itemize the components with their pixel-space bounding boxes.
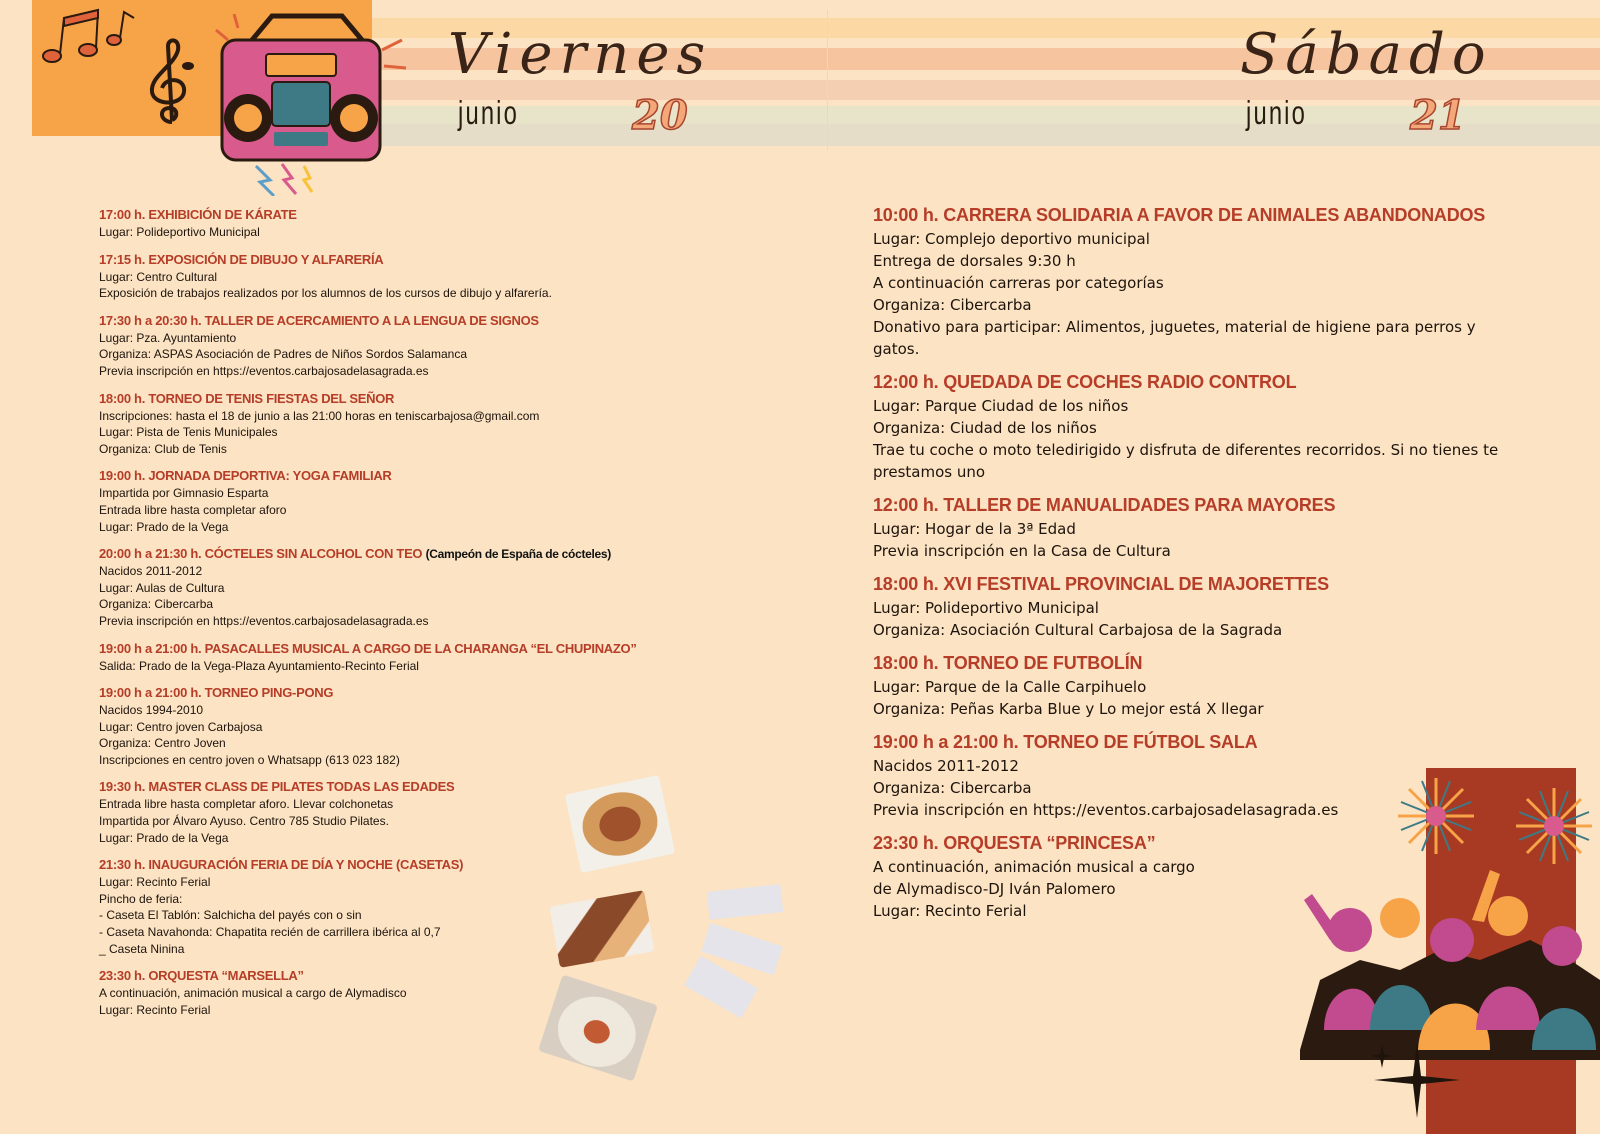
event-item	[99, 640, 699, 675]
dancing-crowd-illustration	[1300, 860, 1600, 1060]
event-detail: Lugar: Recinto Ferial	[99, 1002, 211, 1017]
event-detail: Lugar: Hogar de la 3ª Edad	[873, 520, 1076, 538]
napkin	[707, 884, 784, 920]
event-detail: Lugar: Parque de la Calle Carpihuelo	[873, 678, 1147, 696]
event-title-text: 12:00 h. TALLER DE MANUALIDADES PARA MAYORES	[873, 495, 1336, 515]
event-detail: Organiza: Asociación Cultural Carbajosa de la Sagrada	[873, 621, 1283, 639]
event-title-text: 19:30 h. MASTER CLASS DE PILATES TODAS LAS EDADES	[99, 779, 455, 795]
event-detail: Organiza: Centro Joven	[99, 736, 226, 751]
saturday-day-title: Sábado	[1240, 22, 1493, 87]
event-detail: Organiza: Cibercarba	[873, 779, 1032, 797]
event-title	[873, 202, 1513, 228]
event-title	[99, 467, 699, 485]
sparkle-star-icon	[1372, 1040, 1462, 1120]
event-detail: - Caseta Navahonda: Chapatita recién de carrillera ibérica al 0,7	[99, 925, 441, 940]
event-item	[873, 650, 1513, 720]
event-detail: Organiza: Club de Tenis	[99, 441, 227, 456]
event-detail: Lugar: Pista de Tenis Municipales	[99, 425, 278, 440]
event-detail: Entrega de dorsales 9:30 h	[873, 252, 1076, 270]
friday-month: junio	[458, 94, 520, 131]
event-title	[873, 369, 1513, 395]
event-detail: Impartida por Gimnasio Esparta	[99, 486, 269, 501]
event-detail: Impartida por Álvaro Ayuso. Centro 785 Studio Pilates.	[99, 814, 389, 829]
event-detail: Inscripciones en centro joven o Whatsapp (613 023 182)	[99, 752, 400, 767]
event-title-text: 17:00 h. EXHIBICIÓN DE KÁRATE	[99, 207, 297, 222]
event-title	[99, 206, 699, 224]
event-title-text: 17:15 h. EXPOSICIÓN DE DIBUJO Y ALFARERÍA	[99, 251, 384, 267]
event-item	[873, 571, 1513, 641]
event-detail: Lugar: Aulas de Cultura	[99, 580, 225, 595]
event-title	[873, 729, 1513, 755]
event-title-text: 19:00 h a 21:00 h. PASACALLES MUSICAL A CARGO DE LA CHARANGA “EL CHUPINAZO”	[99, 640, 637, 656]
event-detail: Lugar: Prado de la Vega	[99, 519, 229, 534]
event-detail: Lugar: Parque Ciudad de los niños	[873, 397, 1129, 415]
firework-icon	[1394, 774, 1478, 858]
event-item	[99, 684, 699, 768]
friday-day-number: 20	[632, 92, 688, 139]
event-title-text: 19:00 h a 21:00 h. TORNEO DE FÚTBOL SALA	[873, 732, 1258, 752]
firework-icon	[1512, 784, 1596, 868]
event-item	[873, 369, 1513, 483]
event-title-text: 17:30 h a 20:30 h. TALLER DE ACERCAMIENTO A LA LENGUA DE SIGNOS	[99, 312, 539, 328]
event-detail: Previa inscripción en https://eventos.carbajosadelasagrada.es	[99, 363, 429, 378]
event-detail: Nacidos 2011-2012	[99, 564, 203, 579]
event-title-text: 23:30 h. ORQUESTA “PRINCESA”	[873, 833, 1156, 853]
event-detail: Previa inscripción en https://eventos.carbajosadelasagrada.es	[99, 613, 429, 628]
event-detail: Entrada libre hasta completar aforo. Llevar colchonetas	[99, 797, 394, 812]
event-detail: Organiza: ASPAS Asociación de Padres de Niños Sordos Salamanca	[99, 347, 467, 362]
event-title	[99, 967, 699, 985]
event-title-text: 12:00 h. QUEDADA DE COCHES RADIO CONTROL	[873, 372, 1297, 392]
event-item	[873, 492, 1513, 562]
saturday-day-number: 21	[1410, 92, 1466, 139]
event-detail: Nacidos 2011-2012	[873, 757, 1019, 775]
event-title	[99, 390, 699, 408]
event-item	[99, 206, 699, 241]
event-title	[99, 640, 699, 658]
event-detail: _ Caseta Ninina	[99, 941, 185, 956]
event-detail: Organiza: Cibercarba	[873, 296, 1032, 314]
event-title	[99, 251, 699, 269]
event-detail: Donativo para participar: Alimentos, juguetes, material de higiene para perros y gatos.	[873, 318, 1476, 358]
event-detail: Pincho de feria:	[99, 891, 183, 906]
friday-day-title: Viernes	[448, 22, 713, 87]
event-detail: Lugar: Centro joven Carbajosa	[99, 719, 263, 734]
event-detail: Trae tu coche o moto teledirigido y disfruta de diferentes recorridos. Si no tienes te prestamos uno	[873, 441, 1499, 481]
event-detail: Inscripciones: hasta el 18 de junio a las 21:00 horas en teniscarbajosa@gmail.com	[99, 408, 540, 423]
event-detail: Organiza: Ciudad de los niños	[873, 419, 1097, 437]
event-detail: Previa inscripción en https://eventos.carbajosadelasagrada.es	[873, 801, 1339, 819]
event-detail: Lugar: Recinto Ferial	[873, 902, 1027, 920]
event-title-text: 20:00 h a 21:30 h. CÓCTELES SIN ALCOHOL CON TEO	[99, 546, 423, 562]
event-title-text: 18:00 h. TORNEO DE FUTBOLÍN	[873, 653, 1143, 673]
event-title	[99, 312, 699, 330]
event-detail: Lugar: Pza. Ayuntamiento	[99, 330, 237, 345]
event-detail: Exposición de trabajos realizados por los alumnos de los cursos de dibujo y alfarería.	[99, 286, 552, 301]
event-title	[873, 492, 1513, 518]
event-item	[873, 202, 1513, 360]
event-item	[99, 545, 699, 629]
event-detail: Organiza: Peñas Karba Blue y Lo mejor está X llegar	[873, 700, 1264, 718]
event-title-text: 19:00 h. JORNADA DEPORTIVA: YOGA FAMILIAR	[99, 468, 392, 484]
saturday-month: junio	[1246, 94, 1308, 131]
event-detail: Lugar: Centro Cultural	[99, 269, 218, 284]
event-item	[99, 390, 699, 458]
event-title-text: 10:00 h. CARRERA SOLIDARIA A FAVOR DE ANIMALES ABANDONADOS	[873, 205, 1486, 225]
treble-clef-icon	[142, 36, 200, 128]
event-title-text: 18:00 h. XVI FESTIVAL PROVINCIAL DE MAJORETTES	[873, 574, 1329, 594]
event-title	[873, 571, 1513, 597]
event-detail: Lugar: Polideportivo Municipal	[873, 599, 1099, 617]
event-detail: Lugar: Prado de la Vega	[99, 830, 229, 845]
page-fold	[827, 10, 828, 150]
event-detail: Entrada libre hasta completar aforo	[99, 502, 287, 517]
event-detail: Previa inscripción en la Casa de Cultura	[873, 542, 1171, 560]
event-detail: - Caseta El Tablón: Salchicha del payés con o sin	[99, 908, 362, 923]
boombox-icon	[212, 10, 408, 196]
event-detail: Nacidos 1994-2010	[99, 703, 204, 718]
event-detail: A continuación, animación musical a cargo de Alymadisco	[99, 986, 407, 1001]
event-detail: A continuación carreras por categorías	[873, 274, 1164, 292]
event-title-text: 21:30 h. INAUGURACIÓN FERIA DE DÍA Y NOCHE (CASETAS)	[99, 857, 464, 873]
event-detail: A continuación, animación musical a cargo	[873, 858, 1195, 876]
event-title-text: 19:00 h a 21:00 h. TORNEO PING-PONG	[99, 685, 334, 701]
event-title-text: 23:30 h. ORQUESTA “MARSELLA”	[99, 968, 304, 984]
event-title-text: 18:00 h. TORNEO DE TENIS FIESTAS DEL SEÑOR	[99, 390, 395, 406]
event-title-note: (Campeón de España de cócteles)	[425, 547, 611, 562]
event-item	[99, 251, 699, 302]
event-item	[99, 467, 699, 535]
event-title	[873, 650, 1513, 676]
event-detail: Lugar: Complejo deportivo municipal	[873, 230, 1150, 248]
event-detail: Lugar: Recinto Ferial	[99, 875, 211, 890]
event-detail: Lugar: Polideportivo Municipal	[99, 225, 260, 239]
event-title	[99, 684, 699, 702]
event-detail: Organiza: Cibercarba	[99, 597, 214, 612]
event-detail: de Alymadisco-DJ Iván Palomero	[873, 880, 1116, 898]
music-notes-icon	[36, 4, 136, 72]
event-title	[99, 545, 699, 563]
event-detail: Salida: Prado de la Vega-Plaza Ayuntamiento-Recinto Ferial	[99, 658, 419, 673]
event-item	[99, 312, 699, 380]
